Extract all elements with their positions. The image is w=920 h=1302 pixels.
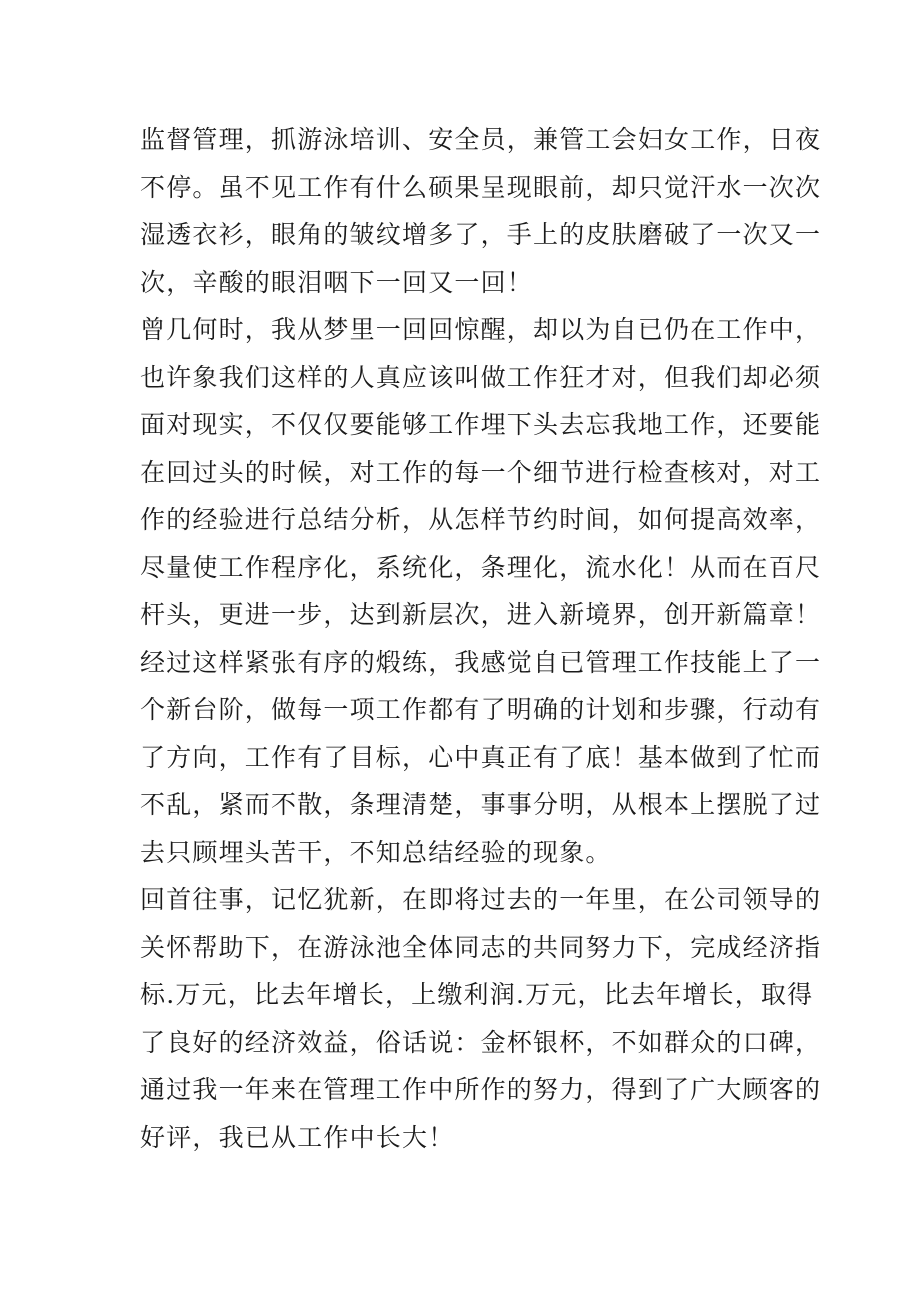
text-line: 作的经验进行总结分析，从怎样节约时间，如何提高效率，	[140, 505, 822, 534]
text-line: 曾几何时，我从梦里一回回惊醒，却以为自已仍在工作中，	[140, 315, 822, 344]
body-text	[140, 116, 822, 1161]
text-line: 去只顾埋头苦干，不知总结经验的现象。	[140, 837, 612, 867]
text-line: 关怀帮助下，在游泳池全体同志的共同努力下，完成经济指	[140, 932, 822, 962]
text-line: 了良好的经济效益，俗话说：金杯银杯，不如群众的口碑，	[140, 1027, 822, 1057]
text-line: 在回过头的时候，对工作的每一个细节进行检查核对，对工	[140, 457, 822, 487]
text-line: 不停。虽不见工作有什么硕果呈现眼前，却只觉汗水一次次	[140, 172, 822, 202]
text-line: 杆头，更进一步，达到新层次，进入新境界，创开新篇章！	[140, 600, 822, 629]
text-line: 通过我一年来在管理工作中所作的努力，得到了广大顾客的	[140, 1075, 822, 1104]
text-line: 不乱，紧而不散，条理清楚，事事分明，从根本上摆脱了过	[140, 790, 822, 819]
text-line: 标.万元，比去年增长，上缴利润.万元，比去年增长，取得	[140, 980, 814, 1009]
text-line: 回首往事，记忆犹新，在即将过去的一年里，在公司领导的	[140, 885, 822, 914]
text-line: 好评，我已从工作中长大！	[140, 1122, 455, 1152]
text-line: 湿透衣衫，眼角的皱纹增多了，手上的皮肤磨破了一次又一	[140, 220, 822, 249]
text-line: 也许象我们这样的人真应该叫做工作狂才对，但我们却必须	[140, 362, 822, 392]
text-line: 监督管理，抓游泳培训、安全员，兼管工会妇女工作，日夜	[140, 125, 822, 154]
text-line: 面对现实，不仅仅要能够工作埋下头去忘我地工作，还要能	[140, 410, 822, 439]
text-line: 个新台阶，做每一项工作都有了明确的计划和步骤，行动有	[140, 695, 822, 724]
text-line: 经过这样紧张有序的煅练，我感觉自已管理工作技能上了一	[140, 647, 822, 677]
text-line: 尽量使工作程序化，系统化，条理化，流水化！从而在百尺	[140, 552, 822, 582]
text-line: 次，辛酸的眼泪咽下一回又一回！	[140, 267, 534, 297]
text-line: 了方向，工作有了目标，心中真正有了底！基本做到了忙而	[140, 742, 822, 772]
